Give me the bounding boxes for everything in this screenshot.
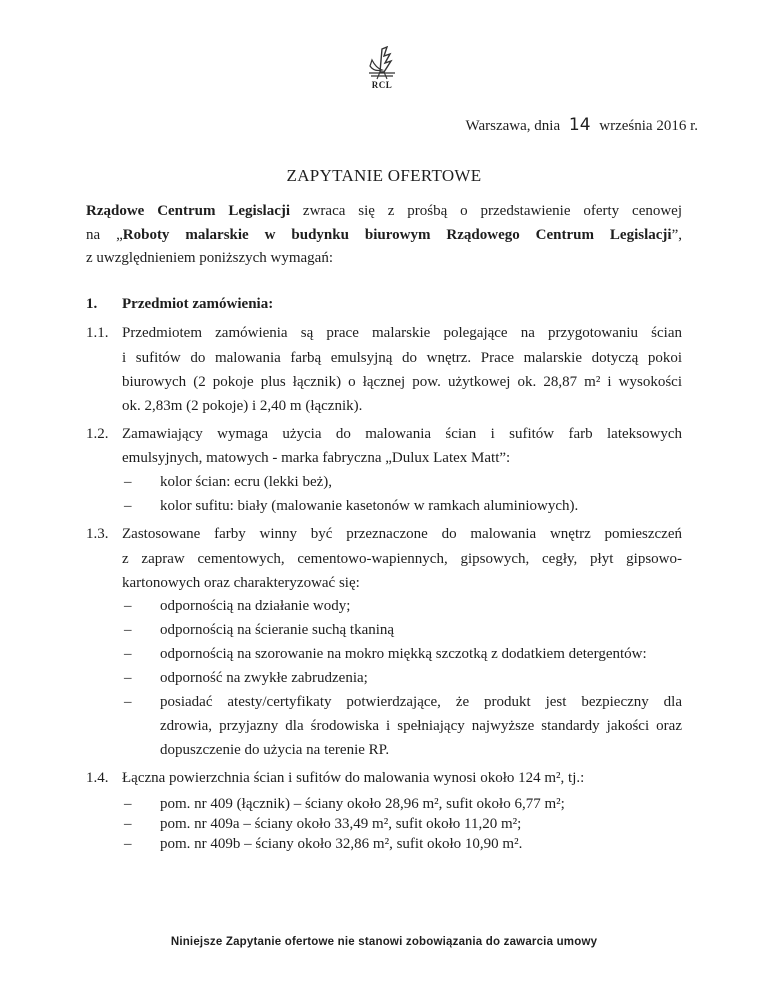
s14-item-3-dash: – bbox=[124, 836, 132, 852]
intro-line-3: z uwzględnieniem poniższych wymagań: bbox=[86, 250, 334, 266]
s13-item-4-dash: – bbox=[124, 670, 132, 686]
intro-line-2-pre: na „ bbox=[86, 227, 123, 243]
s11-line-4: ok. 2,83m (2 pokoje) i 2,40 m (łącznik). bbox=[122, 398, 363, 414]
s13-item-3: odpornością na szorowanie na mokro miękką szczotką z dodatkiem detergentów: bbox=[160, 646, 647, 662]
s13-item-5-line-2: zdrowia, przyjazny dla środowiska i spełniający najwyższe standardy jakości oraz bbox=[160, 718, 682, 734]
s13-line-1: Zastosowane farby winny być przeznaczone do malowania wnętrz pomieszczeń bbox=[122, 526, 682, 542]
s13-item-5-line-1: posiadać atesty/certyfikaty potwierdzające, że produkt jest bezpieczny dla bbox=[160, 694, 682, 710]
s13-line-2: z zapraw cementowych, cementowo-wapiennych, gipsowych, cegły, płyt gipsowo- bbox=[122, 551, 682, 567]
rcl-logo bbox=[360, 46, 404, 94]
s12-number: 1.2. bbox=[86, 426, 109, 442]
s12-item-2: kolor sufitu: biały (malowanie kasetonów w ramkach aluminiowych). bbox=[160, 498, 579, 514]
intro-line-2 bbox=[86, 227, 682, 244]
dateline bbox=[466, 115, 698, 135]
s13-number: 1.3. bbox=[86, 526, 109, 542]
s12-item-1: kolor ścian: ecru (lekki beż), bbox=[160, 474, 333, 490]
s11-line-1: Przedmiotem zamówienia są prace malarskie polegające na przygotowaniu ścian bbox=[122, 325, 682, 341]
s13-item-1-dash: – bbox=[124, 598, 132, 614]
s13-item-3-dash: – bbox=[124, 646, 132, 662]
s12-line-1: Zamawiający wymaga użycia do malowania ścian i sufitów farb lateksowych bbox=[122, 426, 682, 442]
s12-item-1-dash: – bbox=[124, 474, 132, 490]
section-1-number: 1. bbox=[86, 296, 98, 312]
section-1-heading: Przedmiot zamówienia: bbox=[122, 296, 274, 312]
s13-item-5-dash: – bbox=[124, 694, 132, 710]
s14-item-1-dash: – bbox=[124, 796, 132, 812]
s14-item-3: pom. nr 409b – ściany około 32,86 m², sufit około 10,90 m². bbox=[160, 836, 523, 852]
s13-item-2-dash: – bbox=[124, 622, 132, 638]
s12-line-2: emulsyjnych, matowych - marka fabryczna „Dulux Latex Matt”: bbox=[122, 450, 511, 466]
s11-line-2: i sufitów do malowania farbą emulsyjną do wnętrz. Prace malarskie dotyczą pokoi bbox=[122, 350, 682, 366]
intro-line-2-post: ”, bbox=[671, 227, 682, 243]
s13-line-3: kartonowych oraz charakteryzować się: bbox=[122, 575, 360, 591]
s13-item-1: odpornością na działanie wody; bbox=[160, 598, 351, 614]
s14-item-2-dash: – bbox=[124, 816, 132, 832]
date-prefix: Warszawa, dnia bbox=[465, 118, 561, 134]
s14-line: Łączna powierzchnia ścian i sufitów do malowania wynosi około 124 m², tj.: bbox=[122, 770, 585, 786]
intro-line-1 bbox=[86, 203, 682, 220]
s11-number: 1.1. bbox=[86, 325, 109, 341]
date-suffix: września 2016 r. bbox=[599, 118, 698, 134]
document-title: ZAPYTANIE OFERTOWE bbox=[286, 166, 482, 185]
intro-subject: Roboty malarskie w budynku biurowym Rządowego Centrum Legislacji bbox=[122, 227, 672, 243]
rcl-emblem-icon bbox=[360, 46, 404, 82]
s13-item-2: odpornością na ścieranie suchą tkaniną bbox=[160, 622, 395, 638]
s14-item-1: pom. nr 409 (łącznik) – ściany około 28,96 m², sufit około 6,77 m²; bbox=[160, 796, 565, 812]
logo-text: RCL bbox=[371, 80, 393, 90]
s13-item-4: odporność na zwykłe zabrudzenia; bbox=[160, 670, 368, 686]
intro-line-1-text: zwraca się z prośbą o przedstawienie oferty cenowej bbox=[302, 203, 683, 219]
s12-item-2-dash: – bbox=[124, 498, 132, 514]
s14-item-2: pom. nr 409a – ściany około 33,49 m², sufit około 11,20 m²; bbox=[160, 816, 522, 832]
s13-item-5-line-3: dopuszczenie do użycia na terenie RP. bbox=[160, 742, 390, 758]
s14-number: 1.4. bbox=[86, 770, 109, 786]
date-day-handwritten: 14 bbox=[568, 115, 591, 135]
footer-note: Niniejsze Zapytanie ofertowe nie stanowi zobowiązania do zawarcia umowy bbox=[170, 936, 598, 948]
s11-line-3: biurowych (2 pokoje plus łącznik) o łącznej pow. użytkowej ok. 28,87 m² i wysokości bbox=[122, 374, 682, 390]
intro-org-name: Rządowe Centrum Legislacji bbox=[86, 203, 291, 219]
